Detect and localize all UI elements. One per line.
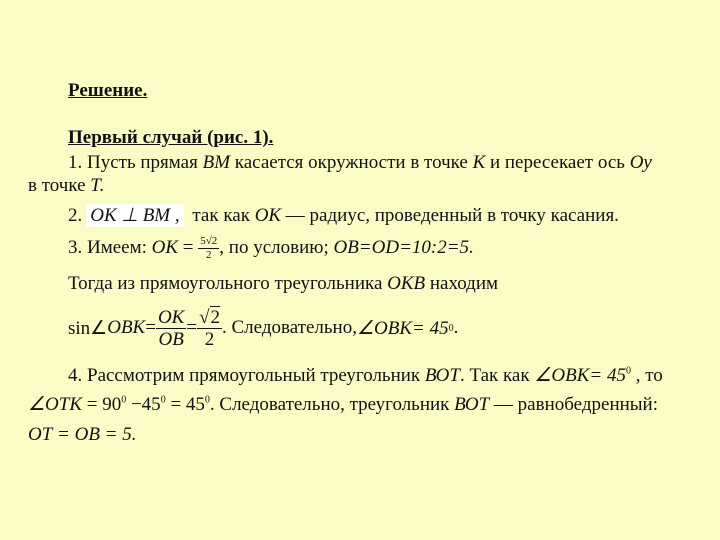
sin-line [68,306,458,350]
sin-dot: . [453,317,459,338]
step4-bot: ВОТ [424,365,460,386]
sin-eq1: = [145,317,156,338]
sin-fraction-ok-ob [156,308,186,349]
sin-eq2: = [186,317,198,338]
sin-f2-den: 2 [204,328,215,350]
step4-text-b: . Так как [459,365,535,386]
then-okv: ОКВ [387,273,426,294]
step1-k: К [472,152,486,173]
sin-angle-deg: 0 [448,322,454,334]
sin-obk: OBK [107,317,146,338]
step4-angle-deg: 0 [625,365,631,377]
otk-text-a: = 90 [82,394,122,415]
step2-num: 2. [68,205,83,226]
step2-formula-box: OK ⊥ BM , [86,204,183,227]
final-line: ОТ = ОВ = 5. [28,424,137,445]
otk-line [28,393,658,416]
solution-heading: Решение. [68,80,148,101]
step3-fraction [198,236,219,261]
step1-bm: ВМ [202,152,231,173]
step2-line [68,204,619,227]
sin-f2-num: 2 [210,306,220,328]
step3-frac-num: 5√2 [200,235,218,247]
then-text-b: находим [425,273,499,294]
then-line [68,273,498,295]
step1-t: Т. [90,175,105,196]
otk-deg1: 0 [121,394,127,406]
step1-line2 [28,175,104,197]
otk-angle: ∠OTK [28,394,82,415]
sin-fraction-sqrt2 [197,308,222,349]
sin-text-a: . Следовательно, [222,317,357,338]
step3-frac-den: 2 [206,249,212,261]
step1-text-a: 1. Пусть прямая [68,152,203,173]
step1-text-b: касается окружности в точке [230,152,473,173]
step1-text-c: и пересекает ось [485,152,630,173]
step3-text-b: , по условию; [219,236,334,258]
step4-line [68,364,663,387]
step3-eq: = [178,236,199,258]
step3-line [68,236,474,261]
otk-deg3: 0 [204,394,210,406]
step1-text-d: в точке [28,175,91,196]
otk-deg2: 0 [160,394,166,406]
step2-text-b: — радиус, проведенный в точку касания. [281,205,619,226]
step4-text-a: 4. Рассмотрим прямоугольный треугольник [68,365,425,386]
step4-angle-obk: ∠OBK= 45 [534,365,626,386]
sin-label: sin∠ [68,317,108,339]
sin-f2-num-wrap: √2 [199,306,220,328]
step1-oy: Оу [629,152,652,173]
step2-ok: ОК [254,205,282,226]
case-title: Первый случай (рис. 1). [68,127,274,148]
sin-angle-obk: ∠OBK= 45 [356,317,449,339]
otk-text-d: . [209,394,215,415]
sin-f1-num: OK [157,306,185,328]
step3-text-a: 3. Имеем: [68,236,152,258]
step1-line [68,152,652,174]
step2-text-a: так как [187,205,255,226]
otk-text-b: −45 [126,394,161,415]
step3-ok: ОК [151,236,179,258]
sin-f1-den: OB [158,328,184,350]
otk-text-e: Следовательно, треугольник [214,394,455,415]
then-text-a: Тогда из прямоугольного треугольника [68,273,388,294]
otk-text-f: — равнобедренный: [489,394,658,415]
step3-text-c: ОВ=ОD=10:2=5. [333,236,474,258]
otk-text-c: = 45 [165,394,205,415]
step4-text-c: , то [630,365,663,386]
otk-bot: ВОТ [454,394,490,415]
